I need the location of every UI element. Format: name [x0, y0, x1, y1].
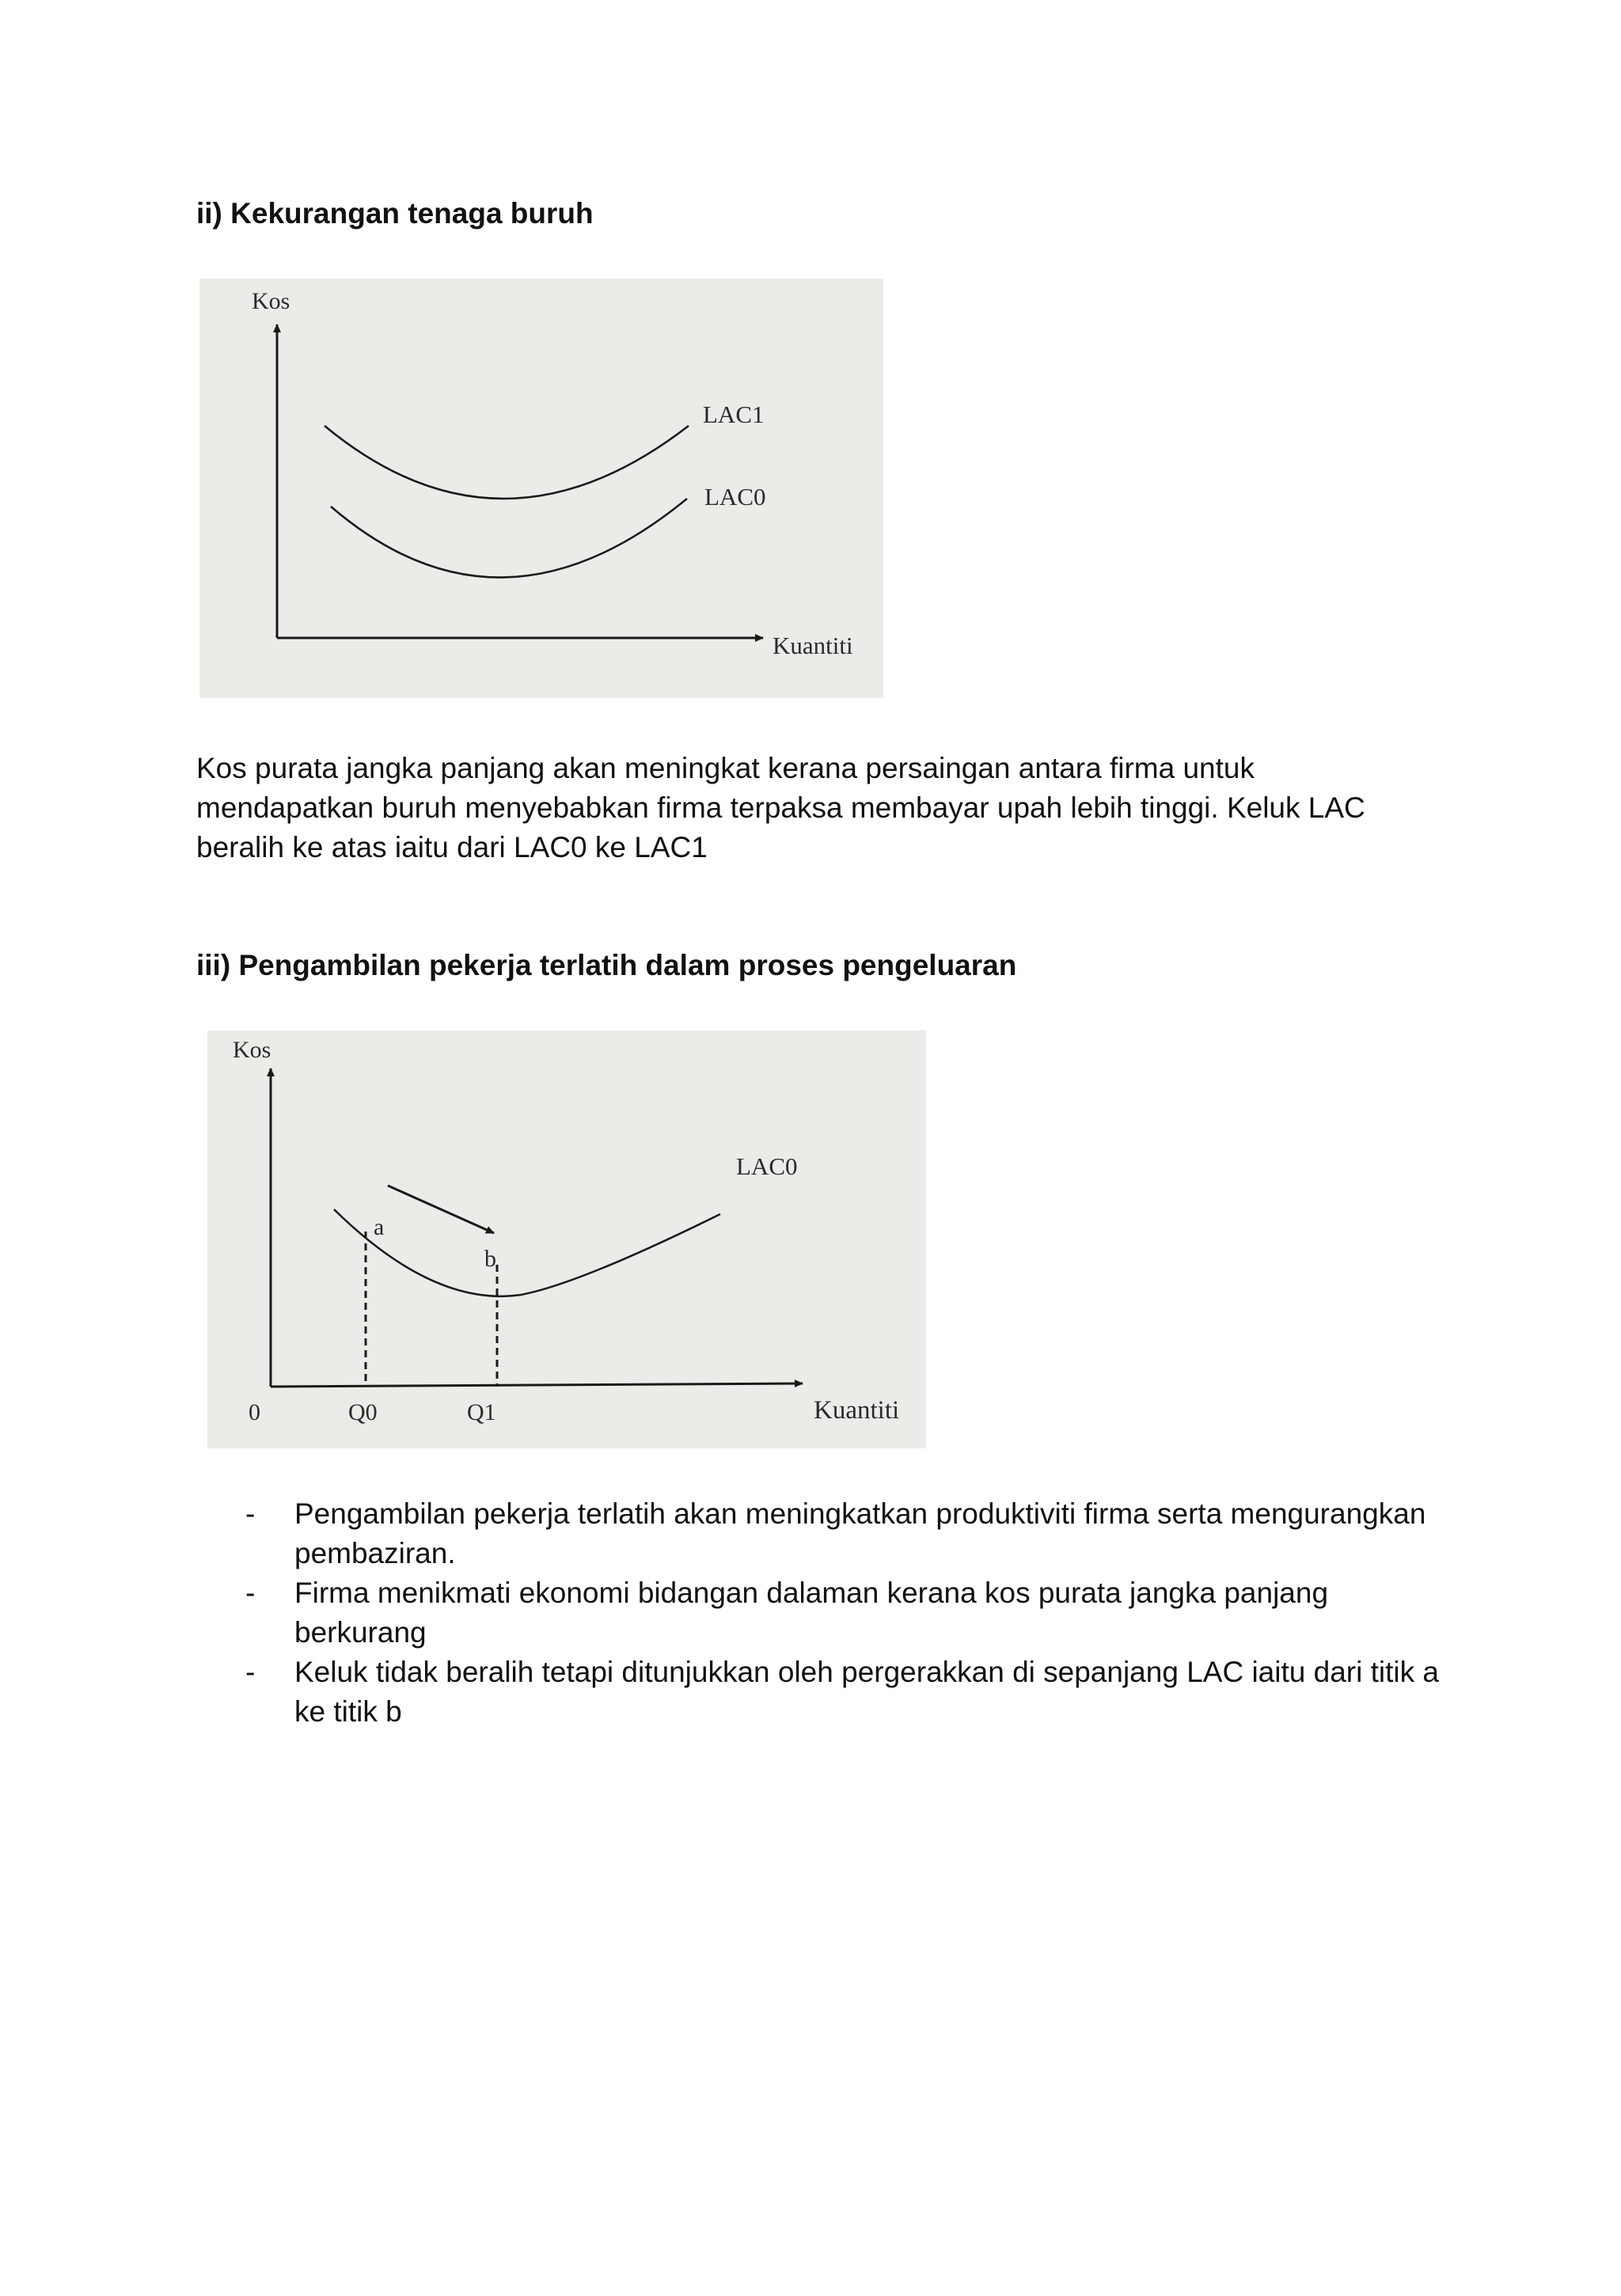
lac1-curve: [325, 426, 689, 499]
bullet-dash: -: [245, 1497, 256, 1530]
bullet-dash: -: [245, 1656, 256, 1688]
x-axis-label: Kuantiti: [773, 632, 853, 659]
y-axis-label: Kos: [252, 288, 290, 314]
y-axis-label: Kos: [233, 1037, 271, 1063]
bullet-item: [196, 1653, 1463, 1732]
lac0-label: LAC0: [736, 1152, 798, 1180]
section-heading-labour-shortage: ii) Kekurangan tenaga buruh: [196, 197, 594, 230]
x-axis-label: Kuantiti: [814, 1396, 900, 1425]
lac-shift-diagram: [199, 279, 883, 698]
bullet-text: Keluk tidak beralih tetapi ditunjukkan oleh pergerakkan di sepanjang LAC iaitu dari titik a ke titik b: [294, 1656, 1439, 1728]
bullet-text: Pengambilan pekerja terlatih akan meningkatkan produktiviti firma serta mengurangkan pembaziran.: [294, 1497, 1426, 1569]
section-heading-trained-workers: iii) Pengambilan pekerja terlatih dalam proses pengeluaran: [196, 949, 1017, 981]
bullet-item: [196, 1494, 1463, 1573]
lac0-label: LAC0: [704, 483, 766, 510]
movement-arrow: [388, 1186, 494, 1233]
point-a-label: a: [374, 1214, 385, 1240]
lac0-curve: [331, 499, 687, 578]
trained-workers-bullet-list: [196, 1494, 1463, 1732]
labour-shortage-paragraph: Kos purata jangka panjang akan meningkat kerana persaingan antara firma untuk mendapatkan buruh menyebabkan firma terpaksa membayar upah lebih tinggi. Keluk LAC beralih ke atas iaitu dari LAC0 ke LAC1: [196, 752, 1365, 863]
origin-label: 0: [249, 1399, 260, 1425]
point-b-label: b: [484, 1246, 496, 1272]
bullet-text: Firma menikmati ekonomi bidangan dalaman kerana kos purata jangka panjang berkurang: [294, 1577, 1329, 1649]
q0-label: Q0: [348, 1399, 378, 1425]
lac1-label: LAC1: [703, 400, 765, 428]
x-axis: [271, 1383, 803, 1387]
lac0-curve: [334, 1209, 720, 1296]
bullet-item: [196, 1573, 1463, 1653]
bullet-dash: -: [245, 1577, 256, 1609]
q1-label: Q1: [467, 1399, 496, 1425]
lac-movement-diagram: [207, 1030, 926, 1448]
